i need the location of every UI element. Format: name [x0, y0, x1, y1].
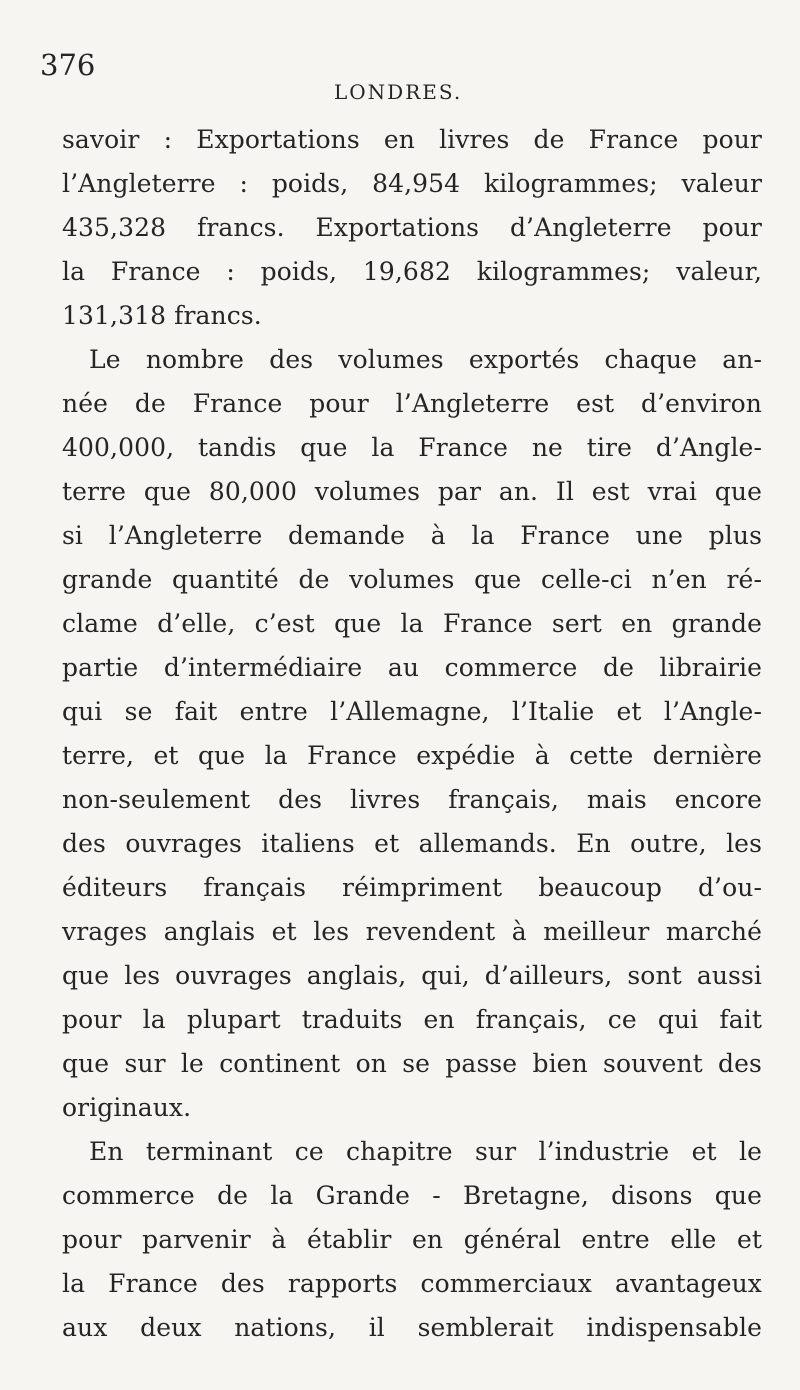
text-line: l’Angleterre : poids, 84,954 kilogrammes; valeur [62, 169, 762, 198]
text-line: pour parvenir à établir en général entre elle et [62, 1225, 762, 1254]
body-text [62, 118, 762, 1350]
text-line: originaux. [62, 1093, 192, 1122]
text-line: des ouvrages italiens et allemands. En outre, les [62, 829, 762, 858]
text-line: aux deux nations, il semblerait indispensable [62, 1313, 762, 1342]
text-line: née de France pour l’Angleterre est d’environ [62, 389, 762, 418]
text-line: commerce de la Grande - Bretagne, disons que [62, 1181, 762, 1210]
text-line: la France : poids, 19,682 kilogrammes; valeur, [62, 257, 762, 286]
text-line: En terminant ce chapitre sur l’industrie et le [89, 1137, 762, 1166]
text-line: partie d’intermédiaire au commerce de librairie [62, 653, 762, 682]
text-line: grande quantité de volumes que celle-ci n’en ré- [62, 565, 762, 594]
paragraph [62, 1130, 762, 1350]
text-line: la France des rapports commerciaux avantageux [62, 1269, 762, 1298]
text-line: non-seulement des livres français, mais encore [62, 785, 762, 814]
page-number: 376 [40, 48, 96, 82]
text-line: Le nombre des volumes exportés chaque an- [89, 345, 762, 374]
text-line: vrages anglais et les revendent à meilleur marché [62, 917, 762, 946]
text-line: terre que 80,000 volumes par an. Il est vrai que [62, 477, 762, 506]
text-line: que les ouvrages anglais, qui, d’ailleurs, sont aussi [62, 961, 762, 990]
text-line: que sur le continent on se passe bien souvent des [62, 1049, 762, 1078]
paragraph [62, 338, 762, 1130]
text-line: 131,318 francs. [62, 301, 262, 330]
text-line: pour la plupart traduits en français, ce qui fait [62, 1005, 762, 1034]
text-line: terre, et que la France expédie à cette dernière [62, 741, 762, 770]
text-line: si l’Angleterre demande à la France une plus [62, 521, 762, 550]
text-line: qui se fait entre l’Allemagne, l’Italie et l’Angle- [62, 697, 762, 726]
paragraph [62, 118, 762, 338]
text-line: 400,000, tandis que la France ne tire d’Angle- [62, 433, 762, 462]
text-line: savoir : Exportations en livres de France pour [62, 125, 762, 154]
running-title: LONDRES. [334, 80, 463, 104]
text-line: clame d’elle, c’est que la France sert en grande [62, 609, 762, 638]
text-line: éditeurs français réimpriment beaucoup d’ou- [62, 873, 762, 902]
text-line: 435,328 francs. Exportations d’Angleterre pour [62, 213, 762, 242]
